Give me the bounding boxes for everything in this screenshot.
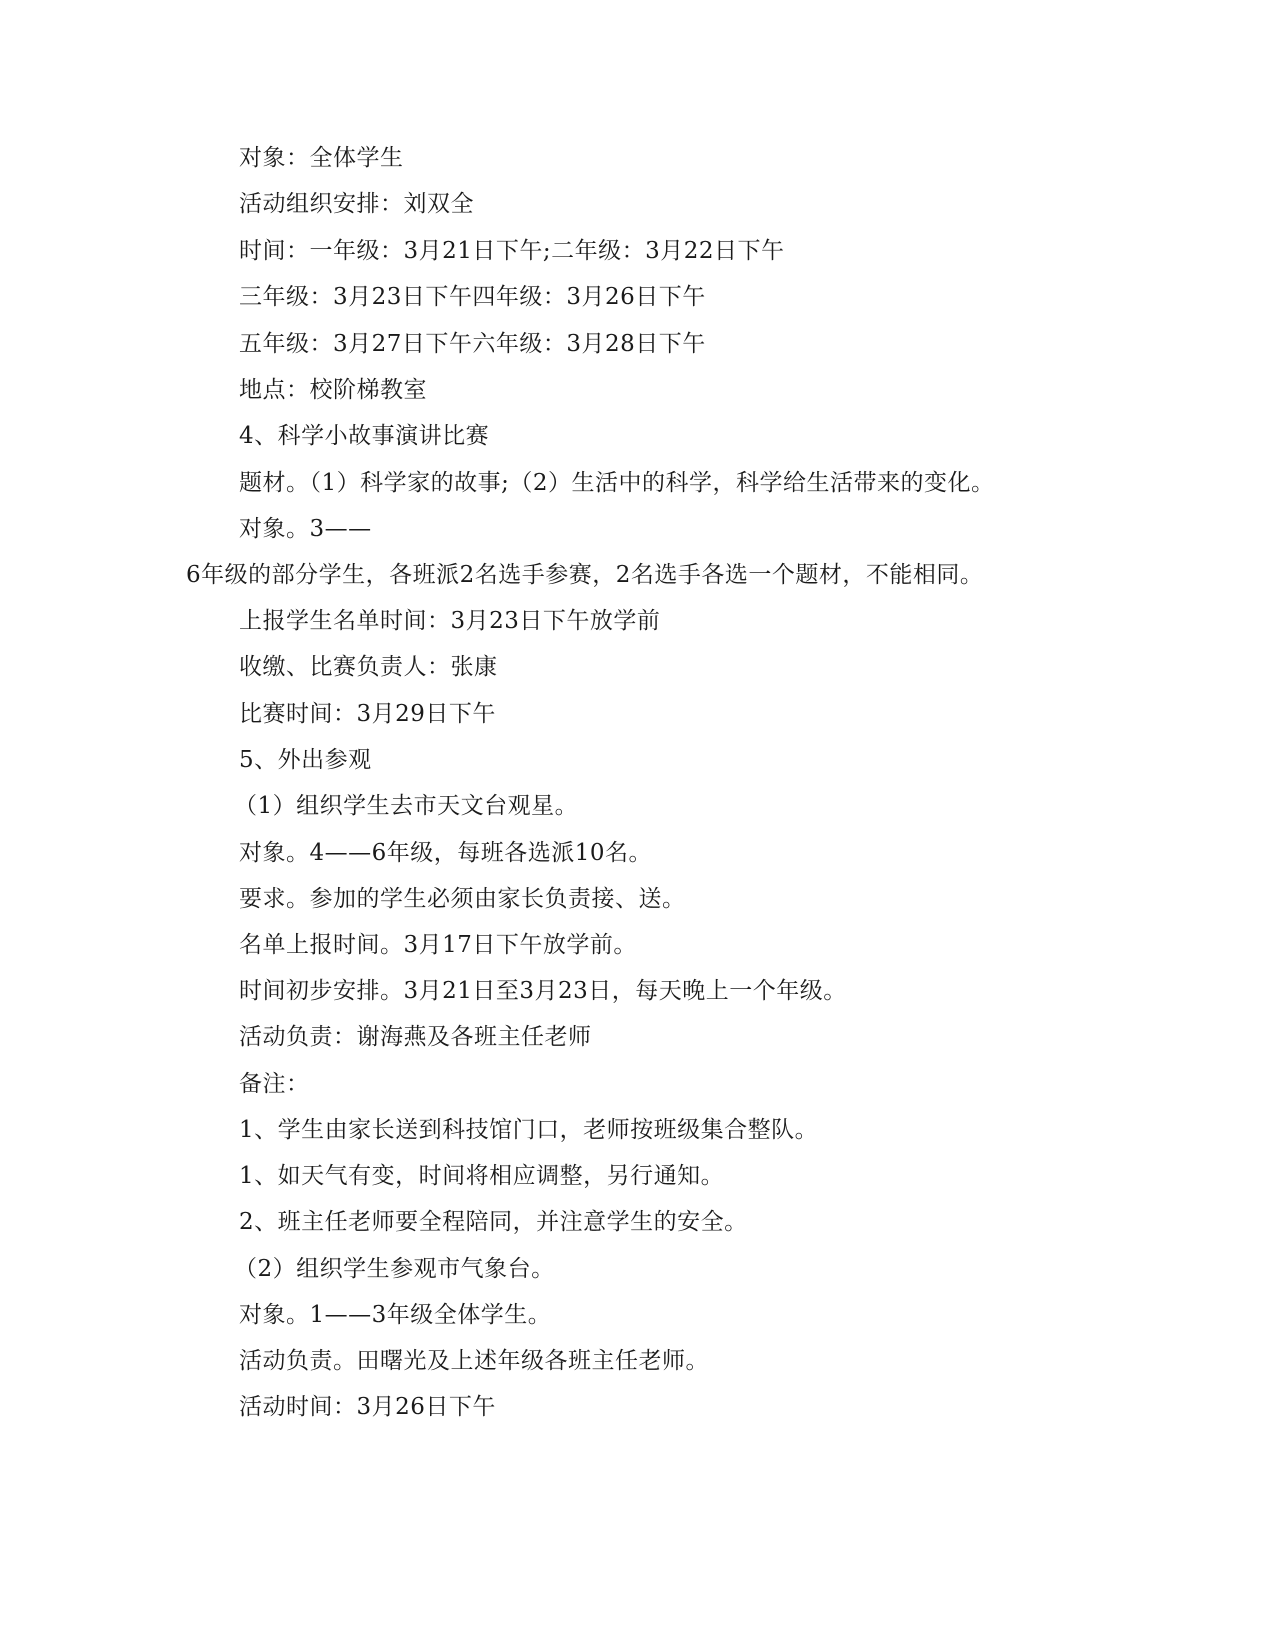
section-heading-field-trip: 5、外出参观 — [239, 747, 372, 773]
text-line-observatory-target: 对象。4——6年级，每班各选派10名。 — [239, 840, 653, 866]
text-line-time-grade-5-6: 五年级：3月27日下午六年级：3月28日下午 — [239, 331, 706, 357]
text-line-observatory-owner: 活动负责：谢海燕及各班主任老师 — [239, 1024, 592, 1050]
text-line-location: 地点：校阶梯教室 — [239, 377, 427, 403]
text-line-contest-target: 对象。3—— — [239, 516, 372, 542]
text-line-target: 对象：全体学生 — [239, 145, 404, 171]
text-line-weather-time: 活动时间：3月26日下午 — [239, 1394, 496, 1420]
text-line-organizer: 活动组织安排：刘双全 — [239, 191, 474, 217]
text-line-weather-owner: 活动负责。田曙光及上述年级各班主任老师。 — [239, 1348, 709, 1374]
text-line-weather-target: 对象。1——3年级全体学生。 — [239, 1302, 552, 1328]
text-line-note-2: 1、如天气有变，时间将相应调整，另行通知。 — [239, 1163, 725, 1189]
text-line-note-1: 1、学生由家长送到科技馆门口，老师按班级集合整队。 — [239, 1117, 819, 1143]
section-heading-story-contest: 4、科学小故事演讲比赛 — [239, 423, 490, 449]
text-line-name-list-deadline: 上报学生名单时间：3月23日下午放学前 — [239, 608, 661, 634]
text-line-observatory-list-deadline: 名单上报时间。3月17日下午放学前。 — [239, 932, 637, 958]
text-line-observatory-requirement: 要求。参加的学生必须由家长负责接、送。 — [239, 886, 686, 912]
text-line-notes-heading: 备注： — [239, 1071, 310, 1097]
text-line-time-grade-3-4: 三年级：3月23日下午四年级：3月26日下午 — [239, 284, 706, 310]
text-line-contest-target-continued: 6年级的部分学生，各班派2名选手参赛，2名选手各选一个题材，不能相同。 — [186, 562, 984, 588]
subsection-heading-weather-station: （2）组织学生参观市气象台。 — [234, 1256, 555, 1282]
subsection-heading-observatory: （1）组织学生去市天文台观星。 — [234, 793, 579, 819]
text-line-contest-time: 比赛时间：3月29日下午 — [239, 701, 496, 727]
text-line-time-grade-1-2: 时间：一年级：3月21日下午;二年级：3月22日下午 — [239, 238, 785, 264]
text-line-topics: 题材。（1）科学家的故事;（2）生活中的科学，科学给生活带来的变化。 — [239, 470, 995, 496]
text-line-observatory-schedule: 时间初步安排。3月21日至3月23日，每天晚上一个年级。 — [239, 978, 847, 1004]
text-line-contest-owner: 收缴、比赛负责人：张康 — [239, 654, 498, 680]
text-line-note-3: 2、班主任老师要全程陪同，并注意学生的安全。 — [239, 1209, 748, 1235]
